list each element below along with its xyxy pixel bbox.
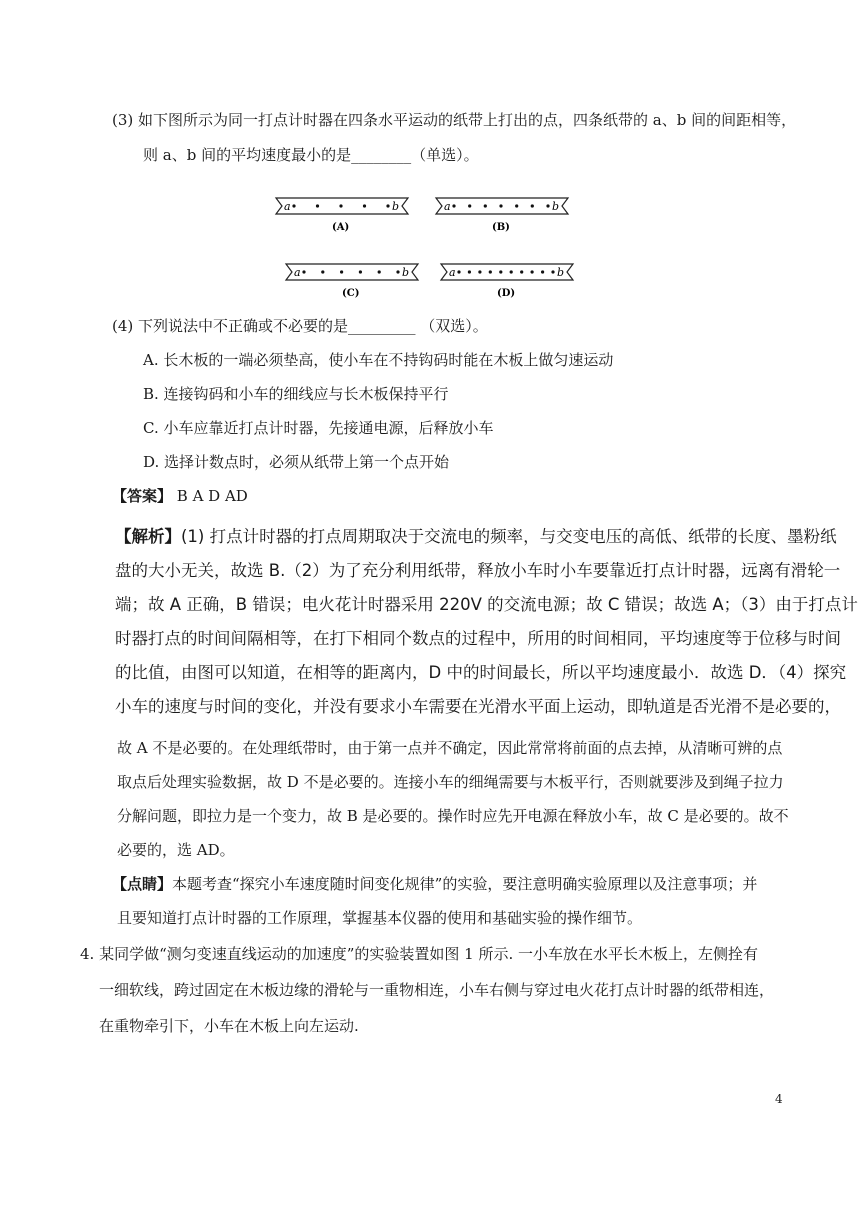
analysis-cont-2: 取点后处理实验数据，故 D 不是必要的。连接小车的细绳需要与木板平行，否则就要涉及到绳子拉力 <box>117 773 784 791</box>
tape-dot <box>302 270 305 273</box>
tape-dot <box>520 270 523 273</box>
tape-c-b: b <box>402 266 410 279</box>
analysis-line-6: 小车的速度与时间的变化，并没有要求小车需要在光滑水平面上运动，即轨道是否光滑不是必要的， <box>115 697 841 716</box>
tape-d-dots <box>457 270 554 273</box>
tape-dot <box>531 204 534 207</box>
tape-dot <box>363 204 366 207</box>
page-number: 4 <box>775 1092 783 1106</box>
tape-dot <box>386 204 389 207</box>
tape-dot <box>452 204 455 207</box>
q3-line-2: 则 a、b 间的平均速度最小的是________（单选）。 <box>143 146 479 164</box>
analysis-cont-3: 分解问题，即拉力是一个变力，故 B 是必要的。操作时应先开电源在释放小车，故 C 是必要的。故不 <box>117 807 789 825</box>
tape-dot <box>478 270 481 273</box>
tape-dot <box>510 270 513 273</box>
tape-dot <box>531 270 534 273</box>
tape-dot <box>468 270 471 273</box>
tape-dot <box>292 204 295 207</box>
analysis-line-3: 端；故 A 正确，B 错误；电火花计时器采用 220V 的交流电源；故 C 错误；故选 A；（3）由于打点计 <box>115 595 858 614</box>
tape-dot <box>515 204 518 207</box>
tape-c-dots <box>302 270 399 273</box>
tape-dot <box>340 270 343 273</box>
analysis-line-5: 的比值，由图可以知道，在相等的距离内，D 中的时间最长，所以平均速度最小．故选 D．（4）探究 <box>115 663 847 682</box>
tape-dot <box>551 270 554 273</box>
tape-dot <box>396 270 399 273</box>
analysis-line-1: 【解析】(1) 打点计时器的打点周期取决于交流电的频率，与交变电压的高低、纸带的长度、墨粉纸 <box>115 527 837 546</box>
q4-option-b: B. 连接钩码和小车的细线应与长木板保持平行 <box>143 385 449 403</box>
tape-dot <box>339 204 342 207</box>
tape-a <box>272 192 412 240</box>
comment-line-1: 【点睛】本题考查“探究小车速度随时间变化规律”的实验，要注意明确实验原理以及注意事项；并 <box>112 875 758 893</box>
answer-text: B A D AD <box>172 487 248 505</box>
tape-b-a: a <box>444 200 451 213</box>
comment-label: 【点睛】 <box>112 875 173 893</box>
tape-dot <box>457 270 460 273</box>
analysis-line-2: 盘的大小无关，故选 B.（2）为了充分利用纸带，释放小车时小车要靠近打点计时器，远离有滑轮一 <box>115 561 841 580</box>
tape-dot <box>316 204 319 207</box>
tape-d-label: (D) <box>497 288 516 299</box>
tape-dot <box>499 270 502 273</box>
tape-dot <box>499 204 502 207</box>
tape-d <box>437 258 577 306</box>
q4-option-a: A. 长木板的一端必须垫高，使小车在不持钩码时能在木板上做匀速运动 <box>143 351 614 369</box>
answer-line <box>112 486 248 506</box>
tape-d-a: a <box>449 266 456 279</box>
tape-dot <box>321 270 324 273</box>
analysis-label: 【解析】 <box>115 527 181 546</box>
answer-label: 【答案】 <box>112 487 173 505</box>
tape-a-dots <box>292 204 389 207</box>
tape-dot <box>468 204 471 207</box>
q5-line-3: 在重物牵引下，小车在木板上向左运动. <box>99 1017 359 1035</box>
tape-c-label: (C) <box>342 288 360 299</box>
q4-option-c: C. 小车应靠近打点计时器，先接通电源，后释放小车 <box>143 419 494 437</box>
analysis-cont-4: 必要的，选 AD。 <box>117 841 235 859</box>
tape-a-b: b <box>392 200 400 213</box>
tape-b-b: b <box>552 200 560 213</box>
tape-d-b: b <box>557 266 565 279</box>
analysis-cont-1: 故 A 不是必要的。在处理纸带时，由于第一点并不确定，因此常常将前面的点去掉，从清晰可辨的点 <box>117 739 783 757</box>
tape-c <box>282 258 422 306</box>
q4-option-d: D. 选择计数点时，必须从纸带上第一个点开始 <box>143 453 450 471</box>
q5-line-2: 一细软线，跨过固定在木板边缘的滑轮与一重物相连，小车右侧与穿过电火花打点计时器的纸带相连， <box>99 981 775 999</box>
tape-c-a: a <box>294 266 301 279</box>
tape-b-dots <box>452 204 549 207</box>
tape-dot <box>484 204 487 207</box>
tape-b-label: (B) <box>492 222 510 233</box>
comment-line-2: 且要知道打点计时器的工作原理，掌握基本仪器的使用和基础实验的操作细节。 <box>117 909 643 927</box>
tape-dot <box>359 270 362 273</box>
tape-dot <box>489 270 492 273</box>
q4-stem: (4) 下列说法中不正确或不必要的是_________ （双选）。 <box>112 317 488 335</box>
tape-dot <box>541 270 544 273</box>
q3-line-1: (3) 如下图所示为同一打点计时器在四条水平运动的纸带上打出的点，四条纸带的 a、b 间的间距相等， <box>112 111 797 129</box>
tape-dot <box>378 270 381 273</box>
tape-dot <box>546 204 549 207</box>
tape-a-a: a <box>284 200 291 213</box>
q5-line-1: 4. 某同学做“测匀变速直线运动的加速度”的实验装置如图 1 所示. 一小车放在水平长木板上，左侧拴有 <box>80 945 759 963</box>
analysis-line-4: 时器打点的时间间隔相等，在打下相同个数点的过程中，所用的时间相同，平均速度等于位移与时间 <box>115 629 841 648</box>
tape-b <box>432 192 572 240</box>
tape-a-label: (A) <box>332 222 350 233</box>
